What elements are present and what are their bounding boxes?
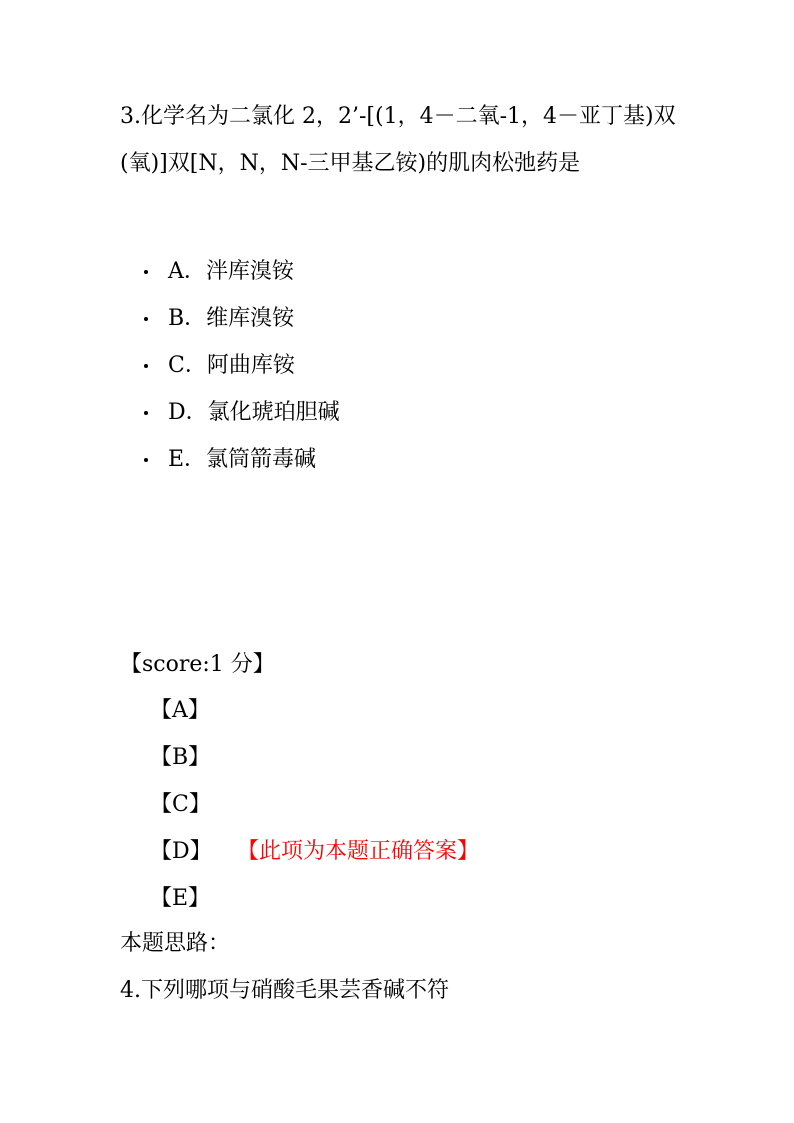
bullet-icon [144,364,148,368]
bullet-icon [144,317,148,321]
bullet-icon [144,411,148,415]
answer-row-c [150,781,479,828]
answer-row-d [150,828,479,875]
question-3-stem: 3.化学名为二氯化 2，2’-[(1，4－二氧-1，4－亚丁基)双(氧)]双[N，N，N-三甲基乙铵)的肌肉松弛药是 [120,104,676,176]
answer-row-b [150,734,479,781]
score-label: 【score:1 分】 [120,652,275,677]
answer-mark-d: 【D】 [150,839,212,864]
answer-mark-e: 【E】 [150,886,211,911]
option-d [136,389,340,436]
question-3-options [136,248,340,483]
answer-mark-b: 【B】 [150,745,211,770]
correct-answer-note: 【此项为本题正确答案】 [237,839,480,864]
option-a-label: A．泮库溴铵 [168,259,294,284]
option-e [136,436,340,483]
option-a [136,248,340,295]
answer-row-e [150,875,479,922]
analysis-label: 本题思路： [120,931,231,956]
option-d-label: D．氯化琥珀胆碱 [168,400,340,425]
answer-mark-a: 【A】 [150,698,210,723]
question-4-stem: 4.下列哪项与硝酸毛果芸香碱不符 [120,978,449,1003]
option-b [136,295,340,342]
answer-list [150,687,479,922]
option-c-label: C．阿曲库铵 [168,353,295,378]
bullet-icon [144,270,148,274]
option-b-label: B．维库溴铵 [168,306,295,331]
answer-mark-c: 【C】 [150,792,211,817]
bullet-icon [144,458,148,462]
option-e-label: E．氯筒箭毒碱 [168,447,317,472]
answer-row-a [150,687,479,734]
option-c [136,342,340,389]
